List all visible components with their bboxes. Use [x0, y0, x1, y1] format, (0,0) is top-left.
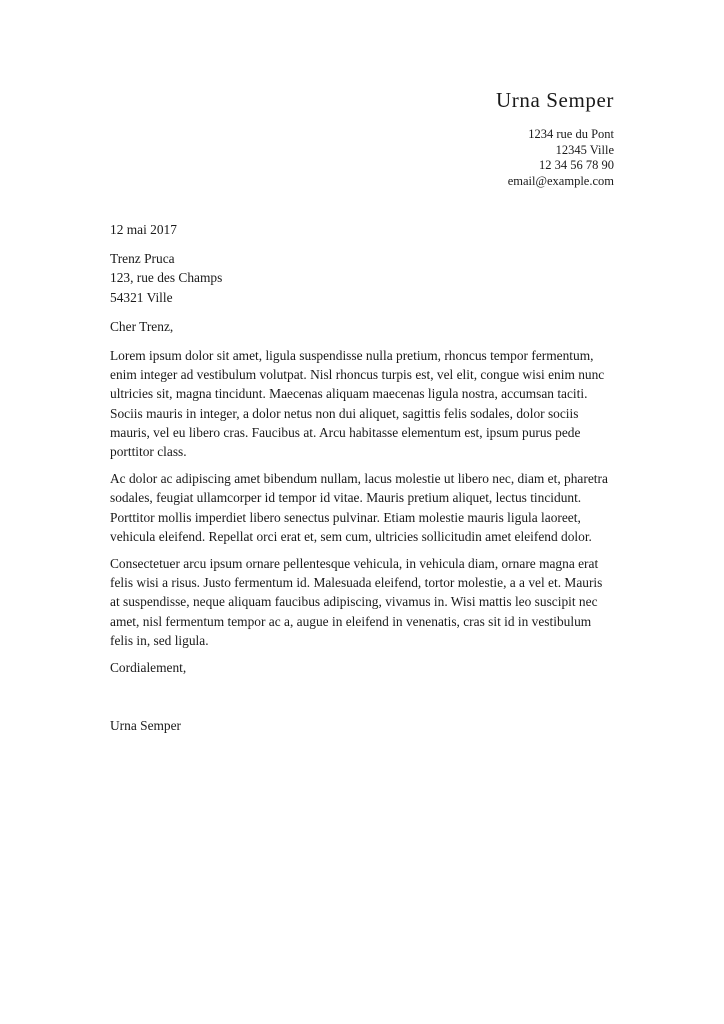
sender-city: 12345 Ville [555, 142, 614, 157]
salutation: Cher Trenz, [110, 318, 174, 334]
recipient-street: 123, rue des Champs [110, 270, 223, 286]
sender-street: 1234 rue du Pont [528, 127, 614, 141]
body-paragraph-1: Lorem ipsum dolor sit amet, ligula suspendisse nulla pretium, rhoncus tempor fermentum, enim integer ad vestibulum volutpat. Nisl rhoncus turpis est, vel elit, congue wisi enim nunc ultricies sit, magna tincidunt. Maecenas aliquam maecenas ligula nostra, accumsan taciti. Sociis mauris in integer, a dolor netus non dui aliquet, sagittis felis sodales, dolor sociis mauris, vel eu libero cras. Faucibus at. Arcu habitasse elementum est, ipsum purus pede porttitor class. [110, 348, 605, 460]
sender-block [496, 88, 614, 189]
sender-phone: 12 34 56 78 90 [539, 158, 614, 172]
signature-name: Urna Semper [110, 718, 182, 734]
recipient-block [110, 249, 615, 307]
closing: Cordialement, [110, 660, 187, 676]
sender-email: email@example.com [507, 173, 614, 188]
letter-date: 12 mai 2017 [110, 222, 177, 237]
body-paragraph-3: Consectetuer arcu ipsum ornare pellentesque vehicula, in vehicula diam, ornare magna erat felis wisi a risus. Justo fermentum id. Malesuada eleifend, tortor molestie, a a vel et. Mauris at suspendisse, neque aliquam faucibus adipiscing, vivamus in. Wisi mattis leo suscipit nec amet, nisl fermentum tempor ac a, augue in eleifend in venenatis, cras sit id in vestibulum felis in, sed ligula. [110, 556, 603, 648]
recipient-name: Trenz Pruca [110, 251, 175, 267]
body-paragraph-2: Ac dolor ac adipiscing amet bibendum nullam, lacus molestie ut libero nec, diam et, pharetra sodales, feugiat ullamcorper id tempor id vitae. Mauris pretium aliquet, lectus tincidunt. Porttitor mollis imperdiet libero senectus pulvinar. Etiam molestie mauris ligula laoreet, vehicula eleifend. Repellat orci erat et, sem cum, ultricies sollicitudin amet eleifend dolor. [110, 471, 608, 544]
letter-body [110, 220, 615, 735]
recipient-city: 54321 Ville [110, 289, 173, 305]
sender-name: Urna Semper [496, 88, 614, 112]
